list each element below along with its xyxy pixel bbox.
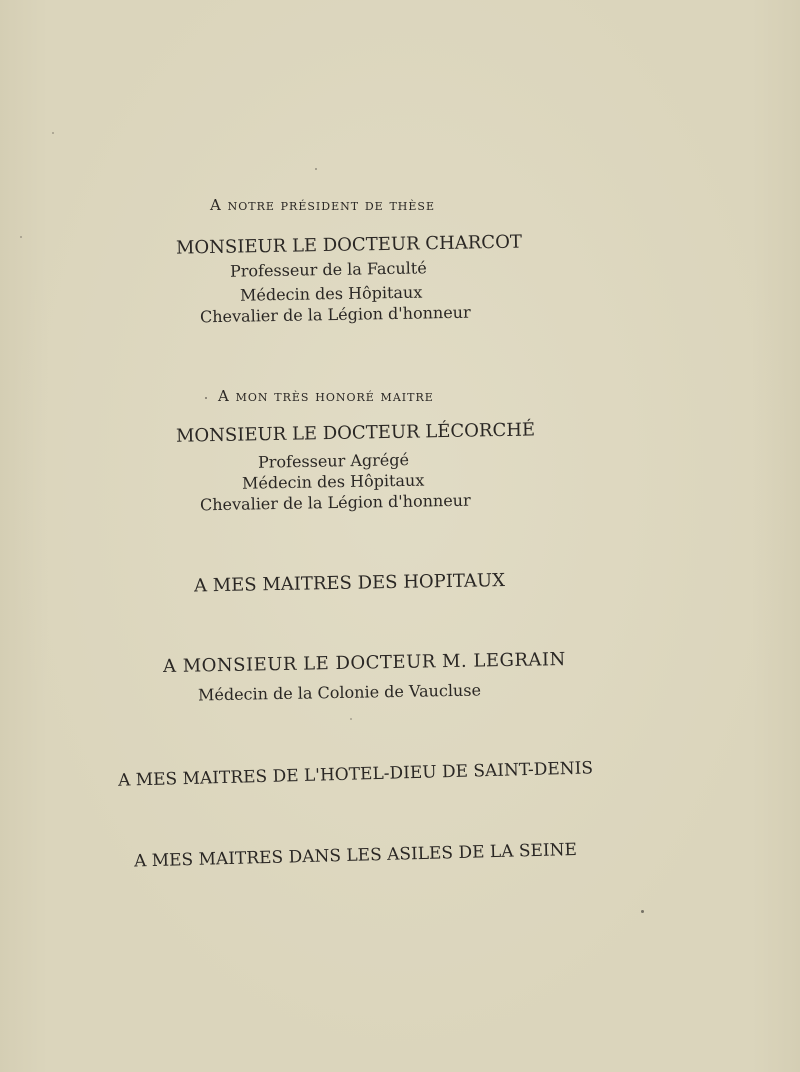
president-title-3: Chevalier de la Légion d'honneur [199, 302, 471, 327]
master-title-1: Professeur Agrégé [257, 450, 410, 472]
paper-speck [20, 236, 22, 238]
master-name: MONSIEUR LE DOCTEUR LÉCORCHÉ [175, 419, 536, 447]
president-title-1: Professeur de la Faculté [229, 258, 427, 281]
paper-speck [315, 168, 317, 170]
master-heading: A mon très honoré maitre [218, 387, 434, 405]
paper-speck [350, 718, 352, 720]
master-title-3: Chevalier de la Légion d'honneur [199, 490, 471, 515]
master-title-2: Médecin des Hôpitaux [241, 470, 425, 493]
paper-speck [205, 397, 207, 399]
legrain-title: Médecin de la Colonie de Vaucluse [197, 680, 482, 705]
paper-speck [641, 910, 644, 913]
president-heading: A notre président de thèse [210, 196, 435, 214]
legrain-name: A MONSIEUR LE DOCTEUR M. LEGRAIN [162, 649, 566, 678]
paper-speck [52, 132, 54, 134]
president-title-2: Médecin des Hôpitaux [239, 282, 423, 305]
president-name: MONSIEUR LE DOCTEUR CHARCOT [175, 231, 523, 259]
asiles-dedication: A MES MAITRES DANS LES ASILES DE LA SEINE [133, 839, 578, 872]
hotel-dieu-dedication: A MES MAITRES DE L'HOTEL-DIEU DE SAINT-DENIS [117, 758, 594, 791]
hospitals-dedication: A MES MAITRES DES HOPITAUX [193, 570, 506, 597]
